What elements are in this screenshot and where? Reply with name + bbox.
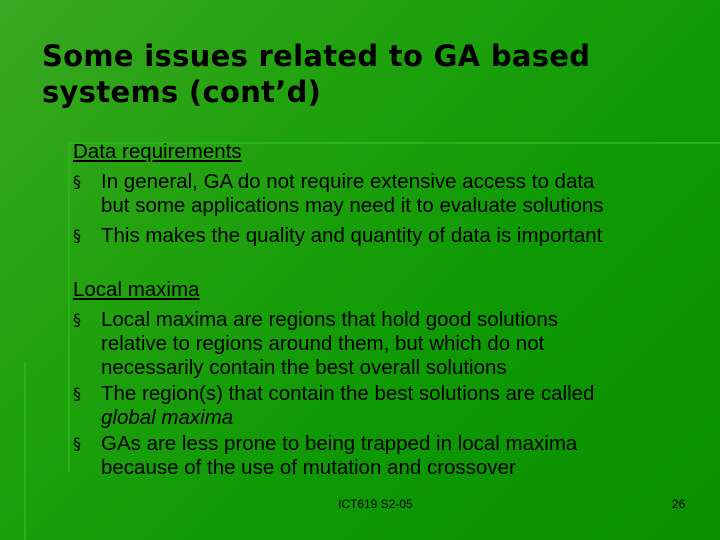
bullet-text: necessarily contain the best overall solutions	[101, 356, 507, 379]
bullet-text: Local maxima are regions that hold good solutions	[101, 308, 558, 331]
bullet-item	[73, 432, 703, 480]
bullet-icon: §	[73, 226, 81, 245]
slide-title	[42, 38, 682, 110]
bullet-item	[73, 308, 703, 380]
section-heading: Data requirements	[73, 140, 242, 163]
bullet-icon: §	[73, 384, 81, 403]
bullet-text: This makes the quality and quantity of data is important	[101, 224, 603, 247]
slide-title-line: systems (cont’d)	[42, 75, 322, 109]
bullet-icon: §	[73, 434, 81, 453]
bullet-text: global maxima	[101, 406, 234, 429]
footer-page-number: 26	[672, 497, 686, 511]
bullet-text: because of the use of mutation and crossover	[101, 456, 516, 479]
bullet-text: The region(s) that contain the best solutions are called	[101, 382, 595, 405]
decorative-line	[24, 362, 26, 540]
section-local-maxima	[73, 278, 703, 480]
bullet-icon: §	[73, 310, 81, 329]
bullet-icon: §	[73, 172, 81, 191]
section-data-requirements	[73, 140, 703, 248]
bullet-text: but some applications may need it to evaluate solutions	[101, 194, 604, 217]
bullet-text: GAs are less prone to being trapped in local maxima	[101, 432, 578, 455]
slide-content	[73, 140, 703, 502]
slide-title-line: Some issues related to GA based	[42, 39, 591, 73]
section-heading: Local maxima	[73, 278, 200, 301]
footer-course-code: ICT619 S2-05	[338, 497, 413, 511]
bullet-item	[73, 224, 703, 248]
bullet-text: relative to regions around them, but which do not	[101, 332, 545, 355]
bullet-item	[73, 382, 703, 430]
bullet-item	[73, 170, 703, 218]
bullet-text: In general, GA do not require extensive access to data	[101, 170, 595, 193]
decorative-line	[68, 142, 70, 472]
